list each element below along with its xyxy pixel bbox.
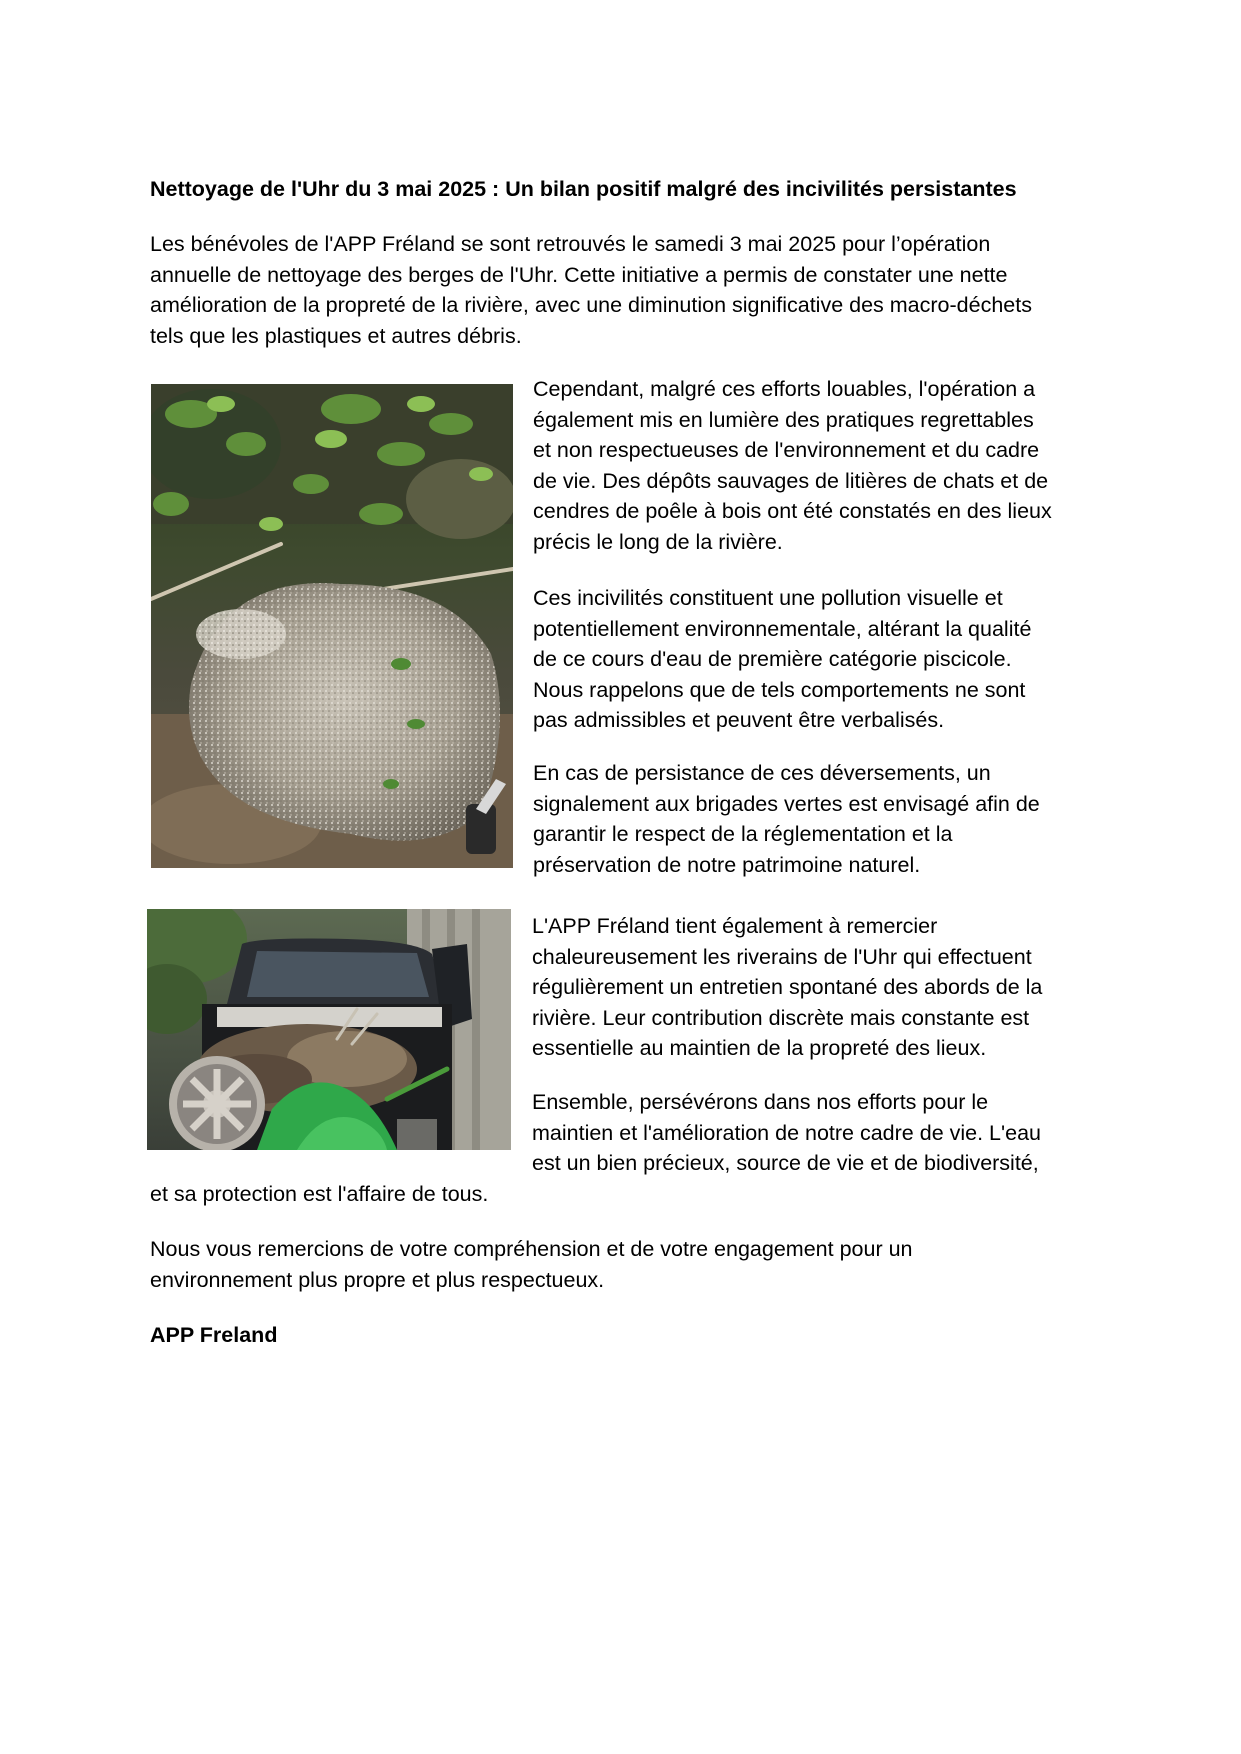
hubcap-graphic [169, 1056, 265, 1150]
intro-paragraph [150, 229, 1032, 351]
truck-waste-photo-graphic [147, 909, 511, 1150]
text-line: de vie. Des dépôts sauvages de litières de chats et de [533, 468, 1049, 493]
text-line: préservation de notre patrimoine naturel. [533, 852, 921, 877]
section1-paragraph-1 [533, 374, 1052, 557]
text-line: En cas de persistance de ces déversements, un [533, 761, 991, 785]
text-line: de ce cours d'eau de première catégorie piscicole. [533, 647, 1012, 671]
text-line: est un bien précieux, source de vie et de biodiversité, [532, 1151, 1039, 1175]
intro-line: Les bénévoles de l'APP Fréland se sont retrouvés le samedi 3 mai 2025 pour l’opération [150, 232, 991, 256]
text-line: précis le long de la rivière. [533, 529, 783, 554]
text-line: également mis en lumière des pratiques regrettables [533, 407, 1034, 432]
closing-paragraph [150, 1234, 913, 1295]
text-line: rivière. Leur contribution discrète mais constante est [532, 1005, 1030, 1030]
text-line: Cependant, malgré ces efforts louables, l'opération a [533, 377, 1036, 401]
article-title: Nettoyage de l'Uhr du 3 mai 2025 : Un bilan positif malgré des incivilités persistantes [150, 177, 1017, 201]
riverbank-photo-graphic [151, 384, 513, 868]
section1-paragraph-2 [533, 583, 1031, 736]
text-line: environnement plus propre et plus respectueux. [150, 1267, 605, 1292]
text-line: Nous rappelons que de tels comportements ne sont [533, 677, 1026, 702]
section2-paragraph-2 [532, 1087, 1041, 1179]
text-line: régulièrement un entretien spontané des abords de la [532, 975, 1043, 999]
text-line: cendres de poêle à bois ont été constatés en des lieux [533, 499, 1052, 523]
intro-line: tels que les plastiques et autres débris. [150, 323, 522, 348]
text-line: signalement aux brigades vertes est envisagé afin de [533, 791, 1040, 816]
section2-paragraph-2-last-line: et sa protection est l'affaire de tous. [150, 1182, 489, 1206]
text-line: potentiellement environnementale, altérant la qualité [533, 616, 1032, 641]
text-line: et non respectueuses de l'environnement et du cadre [533, 438, 1040, 462]
text-line: chaleureusement les riverains de l'Uhr qui effectuent [532, 944, 1032, 969]
text-line: essentielle au maintien de la propreté des lieux. [532, 1036, 987, 1060]
section2-paragraph-1 [532, 911, 1042, 1064]
text-line: pas admissibles et peuvent être verbalisés. [533, 708, 945, 732]
text-line: Ensemble, persévérons dans nos efforts pour le [532, 1090, 989, 1114]
intro-line: amélioration de la propreté de la rivière, avec une diminution significative des macro-déchets [150, 293, 1032, 317]
truck-waste-photo [147, 909, 511, 1150]
text-line: Nous vous remercions de votre compréhension et de votre engagement pour un [150, 1237, 913, 1261]
text-line: L'APP Fréland tient également à remercier [532, 914, 938, 938]
signature: APP Freland [150, 1323, 278, 1347]
section1-paragraph-3 [533, 758, 1040, 880]
text-line: garantir le respect de la réglementation et la [533, 822, 953, 846]
riverbank-photo [151, 384, 513, 868]
text-line: maintien et l'amélioration de notre cadre de vie. L'eau [532, 1120, 1041, 1145]
text-line: Ces incivilités constituent une pollution visuelle et [533, 586, 1003, 610]
intro-line: annuelle de nettoyage des berges de l'Uhr. Cette initiative a permis de constater une nette [150, 262, 1008, 287]
